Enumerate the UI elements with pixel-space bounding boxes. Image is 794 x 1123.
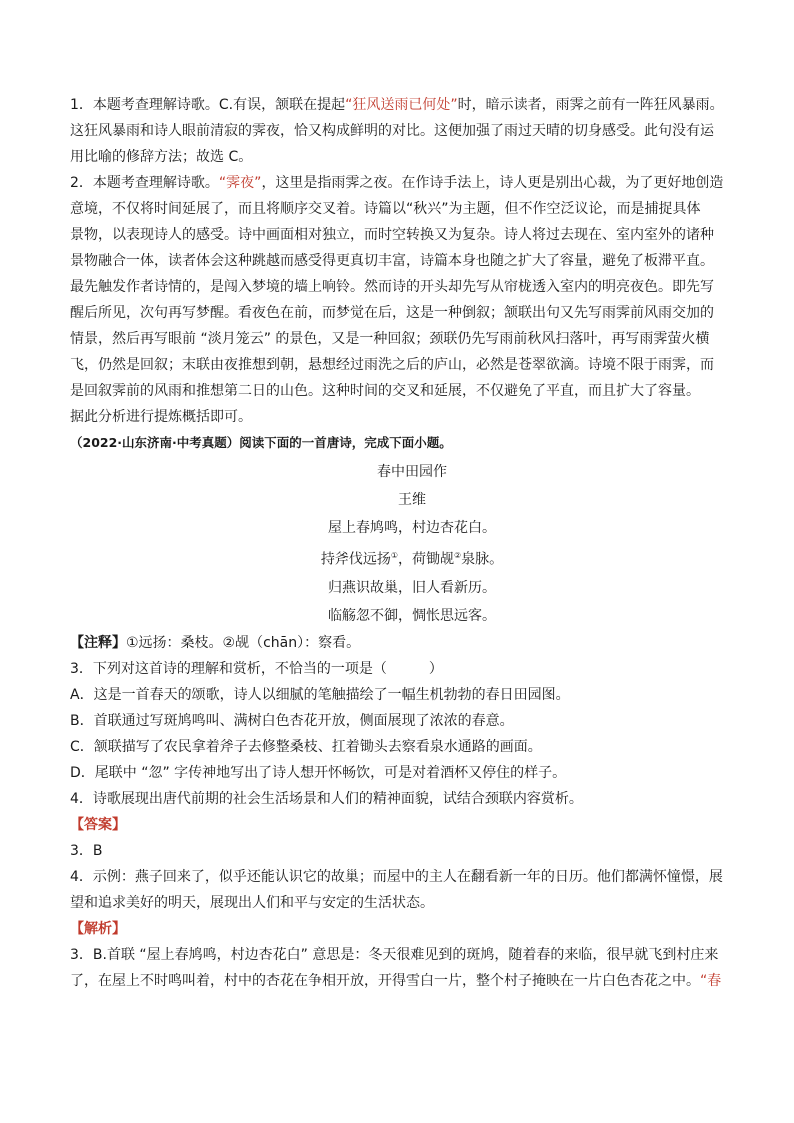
text: ，荷锄觇 xyxy=(398,551,454,568)
answer-3: 3．B xyxy=(70,842,103,859)
analysis-q2-line-7: 情景，然后再写眼前 “淡月笼云” 的景色，又是一种回叙；颈联仍先写雨前秋风扫落叶，再写雨霁萤火横 xyxy=(70,331,710,347)
analysis-line-2 xyxy=(70,968,754,994)
poem xyxy=(70,458,754,630)
footnote-marker: ② xyxy=(454,551,462,560)
option-c: C．颔联描写了农民拿着斧子去修整桑枝、扛着锄头去察看泉水通路的画面。 xyxy=(70,738,542,755)
text: 泉脉。 xyxy=(461,551,504,568)
poem-line-1: 屋上春鸠鸣，村边杏花白。 xyxy=(328,520,496,536)
text: 持斧伐远扬 xyxy=(320,551,391,568)
question-heading: （2022·山东济南·中考真题）阅读下面的一首唐诗，完成下面小题。 xyxy=(70,435,452,450)
analysis-q2-line-6: 醒后所见，次句再写梦醒。看夜色在前，而梦觉在后，这是一种倒叙；颔联出句又先写雨霁前风雨交加的 xyxy=(70,305,714,321)
option-b: B．首联通过写斑鸠鸣叫、满树白色杏花开放，侧面展现了浓浓的春意。 xyxy=(70,712,514,729)
analysis-q2-line-10: 据此分析进行提炼概括即可。 xyxy=(70,409,252,425)
text: 了，在屋上不时鸣叫着，村中的杏花在争相开放，开得雪白一片，整个村子掩映在一片白色杏花之中。 xyxy=(70,972,700,989)
analysis-q1-line-2: 这狂风暴雨和诗人眼前清寂的霁夜，恰又构成鲜明的对比。这便加强了雨过天晴的切身感受。此句没有运 xyxy=(70,123,714,139)
option-a: A．这是一首春天的颂歌，诗人以细腻的笔触描绘了一幅生机勃勃的春日田园图。 xyxy=(70,686,570,703)
quote-highlight: “狂风送雨已何处” xyxy=(345,97,458,113)
notes-text: ①远扬：桑枝。②觇（chān）：察看。 xyxy=(126,634,361,651)
option-d: D．尾联中 “忽” 字传神地写出了诗人想开怀畅饮，可是对着酒杯又停住的样子。 xyxy=(70,764,567,781)
text: ，这里是指雨霁之夜。在作诗手法上，诗人更是别出心裁，为了更好地创造 xyxy=(261,175,724,191)
text: 2．本题考查理解诗歌。 xyxy=(70,175,219,191)
question-4: 4．诗歌展现出唐代前期的社会生活场景和人们的精神面貌，试结合颈联内容赏析。 xyxy=(70,790,583,807)
answer-tag: 【答案】 xyxy=(70,816,126,833)
analysis-q2-line-2: 意境，不仅将时间延展了，而且将顺序交叉着。诗篇以“秋兴”为主题，但不作空泛议论，而是捕捉具体 xyxy=(70,201,701,217)
poem-notes xyxy=(70,630,754,656)
text: 时，暗示读者，雨霁之前有一阵狂风暴雨。 xyxy=(457,97,724,113)
analysis-q1 xyxy=(70,92,754,170)
answer-4-line-1: 4．示例：燕子回来了，似乎还能认识它的故巢；而屋中的主人在翻看新一年的日历。他们都满怀憧憬，展 xyxy=(70,868,723,885)
document-page xyxy=(70,92,754,994)
analysis-q1-line-1 xyxy=(70,92,754,118)
analysis-line-1: 3．B.首联 “屋上春鸠鸣，村边杏花白” 意思是：冬天很难见到的斑鸠，随着春的来临，很早就飞到村庄来 xyxy=(70,946,719,963)
question-3: 3．下列对这首诗的理解和赏析，不恰当的一项是（ ） xyxy=(70,660,443,677)
footnote-marker: ① xyxy=(390,551,398,560)
analysis-q1-line-3: 用比喻的修辞方法；故选 C。 xyxy=(70,149,253,165)
poem-line-3: 归燕识故巢，旧人看新历。 xyxy=(328,579,496,596)
poem-line-4: 临觞忽不御，惆怅思远客。 xyxy=(328,607,496,624)
answer-4-line-2: 望和追求美好的明天，展现出人们和平与安定的生活状态。 xyxy=(70,894,434,911)
analysis-q2-line-3: 景物，以表现诗人的感受。诗中画面相对独立，而时空转换又为复杂。诗人将过去现在、室内室外的诸种 xyxy=(70,227,714,243)
analysis-q2-line-4: 景物融合一体，读者体会这种跳越而感受得更真切丰富，诗篇本身也随之扩大了容量，避免了板滞平直。 xyxy=(70,253,714,269)
analysis-q2-line-8: 飞，仍然是回叙；末联由夜推想到朝，悬想经过雨洗之后的庐山，必然是苍翠欲滴。诗境不限于雨霁，而 xyxy=(70,357,714,373)
quote-highlight: “春 xyxy=(700,972,722,989)
analysis-q2-line-9: 是回叙霁前的风雨和推想第二日的山色。这种时间的交叉和延展，不仅避免了平直，而且扩大了容量。 xyxy=(70,383,700,399)
poem-title: 春中田园作 xyxy=(377,464,447,480)
analysis-tag: 【解析】 xyxy=(70,920,126,937)
analysis-q2-line-5: 最先触发作者诗情的，是闯入梦境的墙上响铃。然而诗的开头却先写从帘栊透入室内的明亮夜色。即先写 xyxy=(70,279,714,295)
poem-author: 王维 xyxy=(398,492,426,508)
text: 1．本题考查理解诗歌。C.有误，颔联在提起 xyxy=(70,97,346,113)
quote-highlight: “霁夜” xyxy=(218,175,262,191)
notes-tag: 【注释】 xyxy=(70,634,126,651)
poem-line-2 xyxy=(70,542,754,574)
analysis-q2-line-1 xyxy=(70,170,754,196)
analysis-q2 xyxy=(70,170,754,430)
